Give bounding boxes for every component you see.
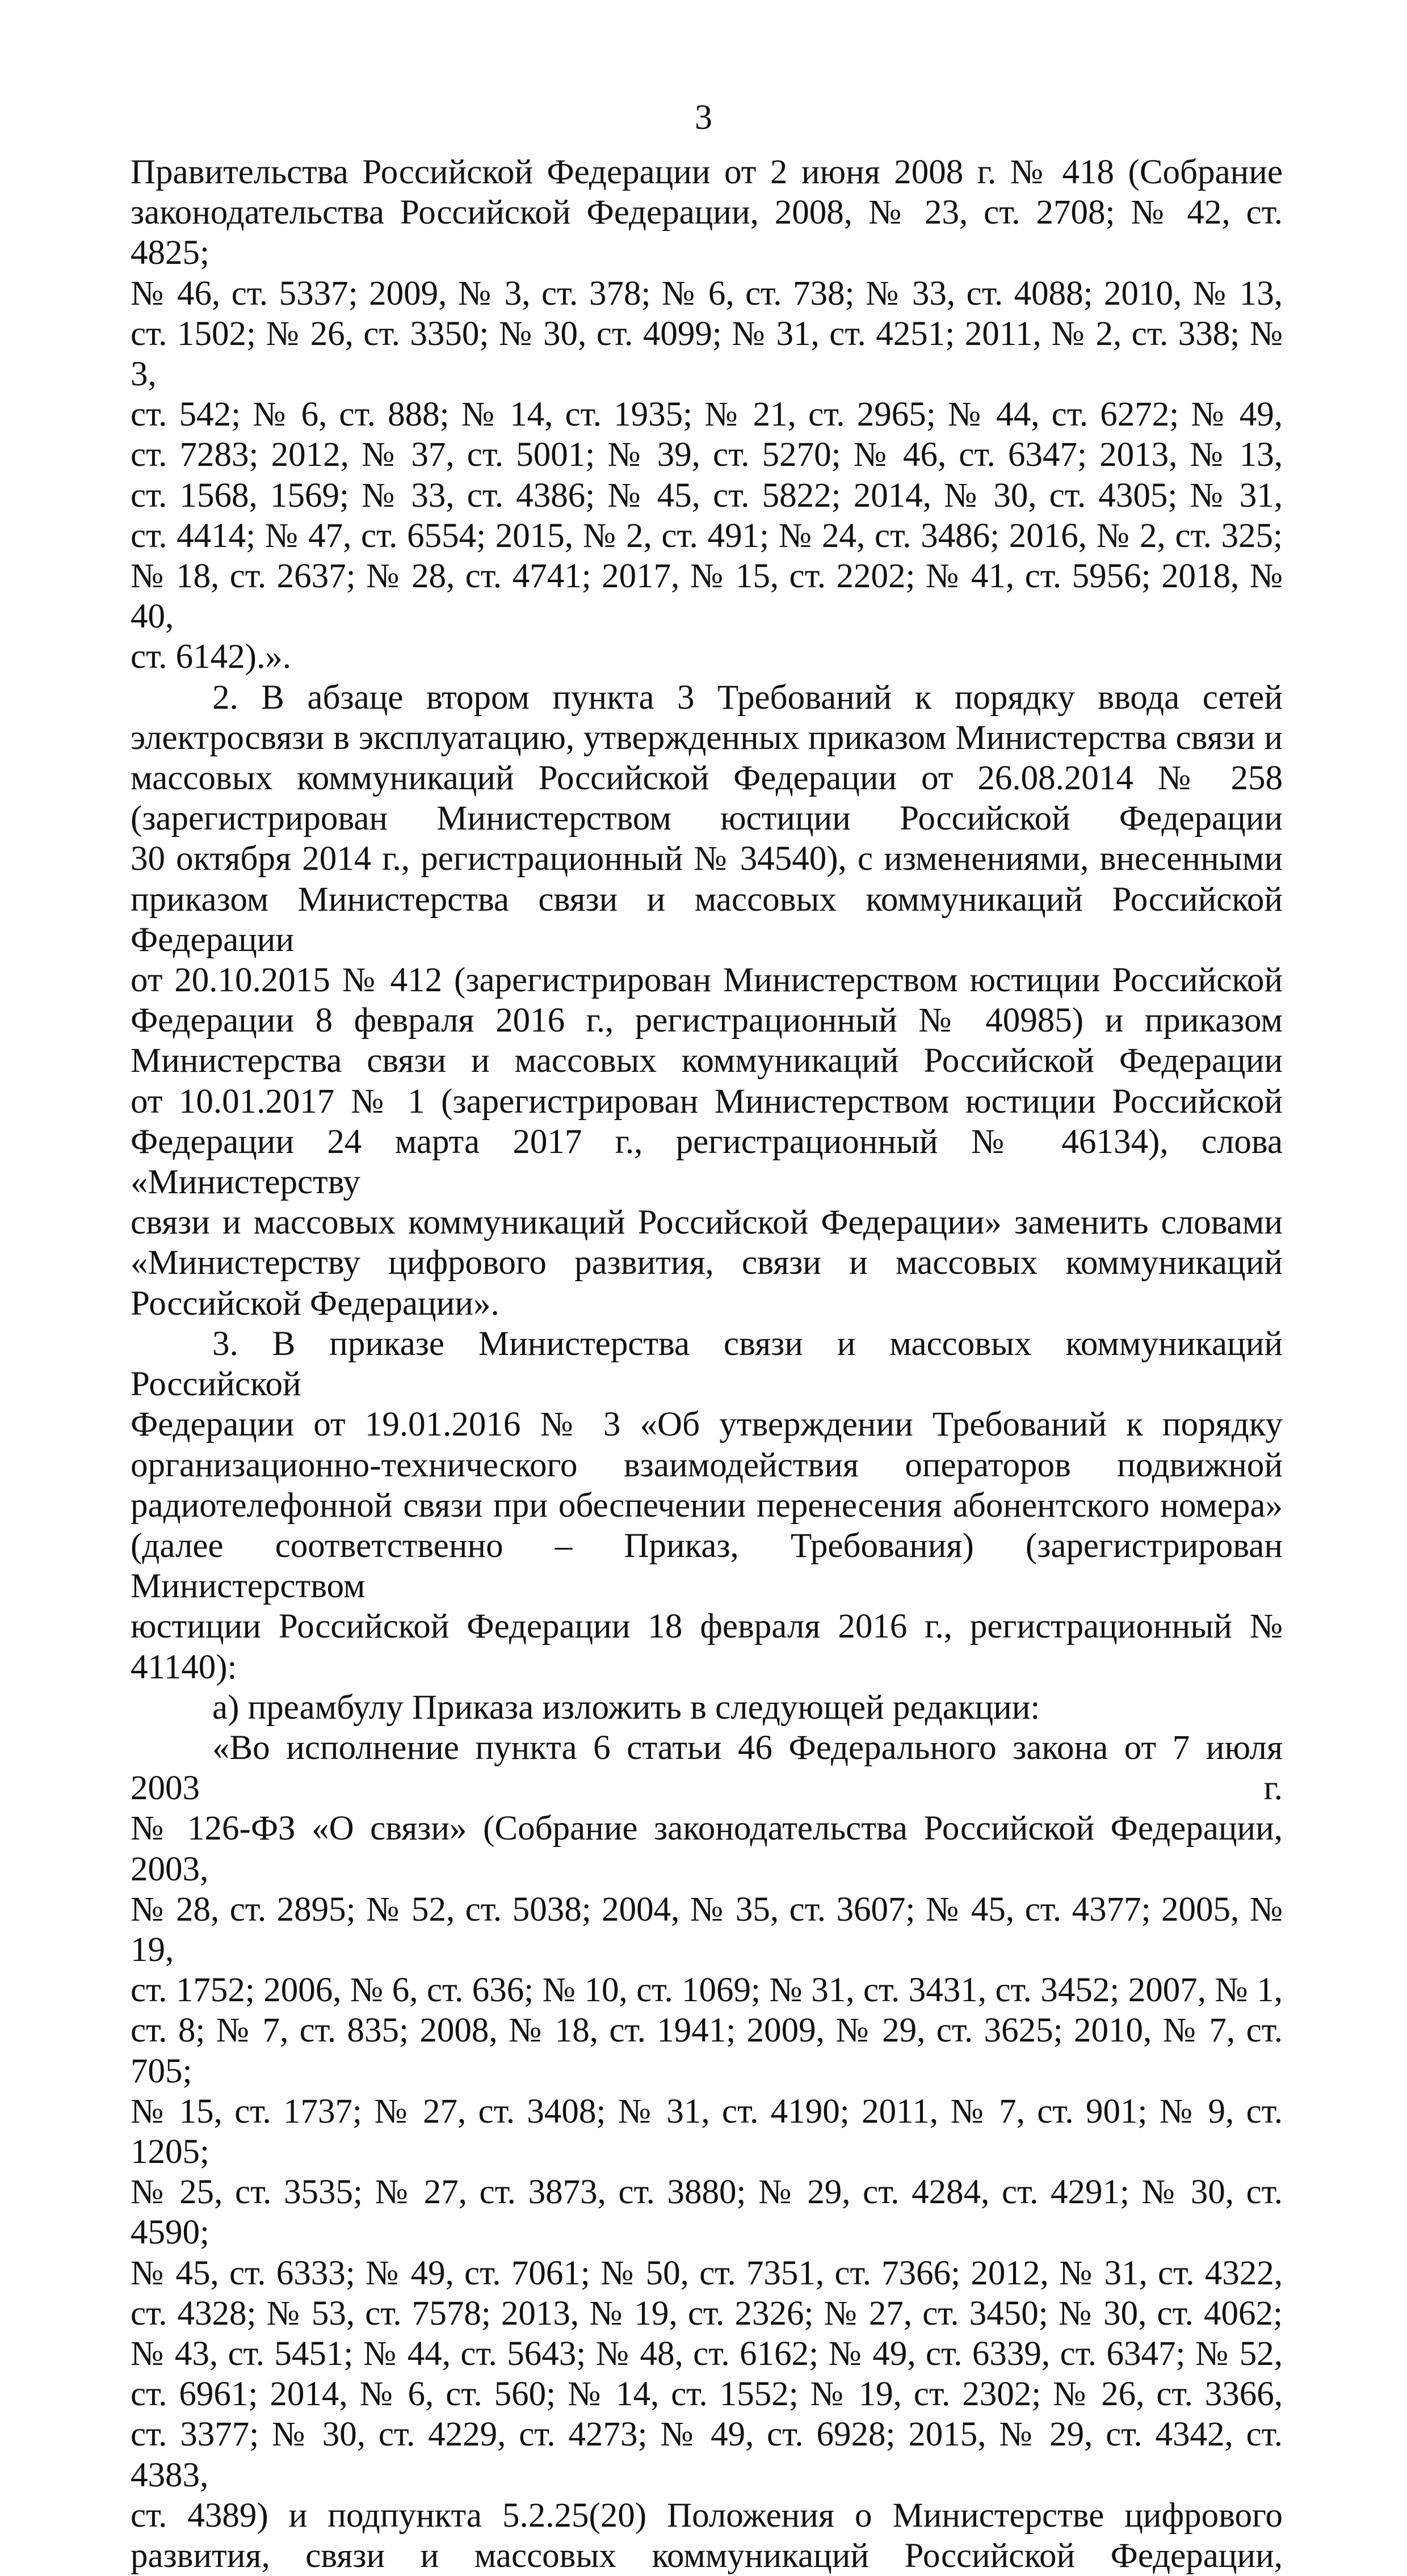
text-line: электросвязи в эксплуатацию, утвержденных приказом Министерства связи и: [131, 718, 1283, 757]
text-line: ст. 6142).».: [131, 638, 291, 676]
text-line: развития, связи и массовых коммуникаций Российской Федерации,: [131, 2536, 1283, 2575]
text-line: ст. 1502; № 26, ст. 3350; № 30, ст. 4099; № 31, ст. 4251; 2011, № 2, ст. 338; № 3,: [131, 314, 1283, 394]
text-line: ст. 4328; № 53, ст. 7578; 2013, № 19, ст. 2326; № 27, ст. 3450; № 30, ст. 4062;: [131, 2294, 1283, 2333]
text-line: ст. 6961; 2014, № 6, ст. 560; № 14, ст. 1552; № 19, ст. 2302; № 26, ст. 3366,: [131, 2375, 1283, 2414]
text-line: ст. 1752; 2006, № 6, ст. 636; № 10, ст. 1069; № 31, ст. 3431, ст. 3452; 2007, № 1,: [131, 1971, 1283, 2010]
text-line: Российской Федерации».: [131, 1284, 499, 1323]
text-line: юстиции Российской Федерации 18 февраля 2016 г., регистрационный № 41140):: [131, 1607, 1283, 1686]
text-line: ст. 4389) и подпункта 5.2.25(20) Положения о Министерстве цифрового: [131, 2496, 1283, 2535]
text-line: ст. 3377; № 30, ст. 4229, ст. 4273; № 49, ст. 6928; 2015, № 29, ст. 4342, ст. 4383,: [131, 2415, 1283, 2494]
text-line: 2. В абзаце втором пункта 3 Требований к порядку ввода сетей: [212, 678, 1283, 717]
text-line: № 28, ст. 2895; № 52, ст. 5038; 2004, № 35, ст. 3607; № 45, ст. 4377; 2005, № 19,: [131, 1890, 1283, 1969]
text-line: а) преамбулу Приказа изложить в следующей редакции:: [212, 1688, 1040, 1727]
page-number: 3: [695, 98, 712, 137]
text-line: ст. 4414; № 47, ст. 6554; 2015, № 2, ст. 491; № 24, ст. 3486; 2016, № 2, ст. 325;: [131, 516, 1283, 555]
document-body: [131, 152, 1283, 2576]
text-line: 3. В приказе Министерства связи и массовых коммуникаций Российской: [131, 1324, 1283, 1404]
text-line: № 126-ФЗ «О связи» (Собрание законодательства Российской Федерации, 2003,: [131, 1809, 1283, 1888]
text-line: (далее соответственно – Приказ, Требования) (зарегистрирован Министерством: [131, 1526, 1283, 1606]
text-line: № 45, ст. 6333; № 49, ст. 7061; № 50, ст. 7351, ст. 7366; 2012, № 31, ст. 4322,: [131, 2254, 1283, 2292]
text-line: от 20.10.2015 № 412 (зарегистрирован Министерством юстиции Российской: [131, 961, 1283, 1000]
text-line: № 15, ст. 1737; № 27, ст. 3408; № 31, ст. 4190; 2011, № 7, ст. 901; № 9, ст. 1205;: [131, 2092, 1283, 2171]
text-line: № 25, ст. 3535; № 27, ст. 3873, ст. 3880; № 29, ст. 4284, ст. 4291; № 30, ст. 4590;: [131, 2173, 1283, 2252]
text-line: «Министерству цифрового развития, связи и массовых коммуникаций: [131, 1244, 1283, 1282]
text-line: Федерации от 19.01.2016 № 3 «Об утверждении Требований к порядку: [131, 1405, 1283, 1444]
text-line: ст. 542; № 6, ст. 888; № 14, ст. 1935; № 21, ст. 2965; № 44, ст. 6272; № 49,: [131, 395, 1283, 434]
text-line: приказом Министерства связи и массовых коммуникаций Российской Федерации: [131, 880, 1283, 959]
text-line: Министерства связи и массовых коммуникаций Российской Федерации: [131, 1042, 1283, 1080]
text-line: Федерации 24 марта 2017 г., регистрационный № 46134), слова «Министерству: [131, 1122, 1283, 1202]
text-line: массовых коммуникаций Российской Федерации от 26.08.2014 № 258: [131, 759, 1283, 798]
text-line: Правительства Российской Федерации от 2 июня 2008 г. № 418 (Собрание: [131, 153, 1283, 191]
text-line: Федерации 8 февраля 2016 г., регистрационный № 40985) и приказом: [131, 1001, 1283, 1040]
text-line: радиотелефонной связи при обеспечении перенесения абонентского номера»: [131, 1486, 1283, 1525]
text-line: от 10.01.2017 № 1 (зарегистрирован Министерством юстиции Российской: [131, 1082, 1283, 1121]
text-line: «Во исполнение пункта 6 статьи 46 Федерального закона от 7 июля 2003 г.: [131, 1728, 1283, 1808]
text-line: законодательства Российской Федерации, 2008, № 23, ст. 2708; № 42, ст. 4825;: [131, 193, 1283, 272]
text-line: организационно-технического взаимодействия операторов подвижной: [131, 1446, 1283, 1484]
text-line: 30 октября 2014 г., регистрационный № 34540), с изменениями, внесенными: [131, 840, 1283, 878]
text-line: ст. 8; № 7, ст. 835; 2008, № 18, ст. 1941; 2009, № 29, ст. 3625; 2010, № 7, ст. 705;: [131, 2011, 1283, 2090]
text-line: № 46, ст. 5337; 2009, № 3, ст. 378; № 6, ст. 738; № 33, ст. 4088; 2010, № 13,: [131, 274, 1283, 313]
text-line: связи и массовых коммуникаций Российской Федерации» заменить словами: [131, 1203, 1283, 1242]
text-line: № 18, ст. 2637; № 28, ст. 4741; 2017, № 15, ст. 2202; № 41, ст. 5956; 2018, № 40,: [131, 557, 1283, 636]
text-line: № 43, ст. 5451; № 44, ст. 5643; № 48, ст. 6162; № 49, ст. 6339, ст. 6347; № 52,: [131, 2334, 1283, 2373]
text-line: (зарегистрирован Министерством юстиции Российской Федерации: [131, 799, 1283, 838]
text-line: ст. 1568, 1569; № 33, ст. 4386; № 45, ст. 5822; 2014, № 30, ст. 4305; № 31,: [131, 476, 1283, 515]
text-line: ст. 7283; 2012, № 37, ст. 5001; № 39, ст. 5270; № 46, ст. 6347; 2013, № 13,: [131, 436, 1283, 474]
